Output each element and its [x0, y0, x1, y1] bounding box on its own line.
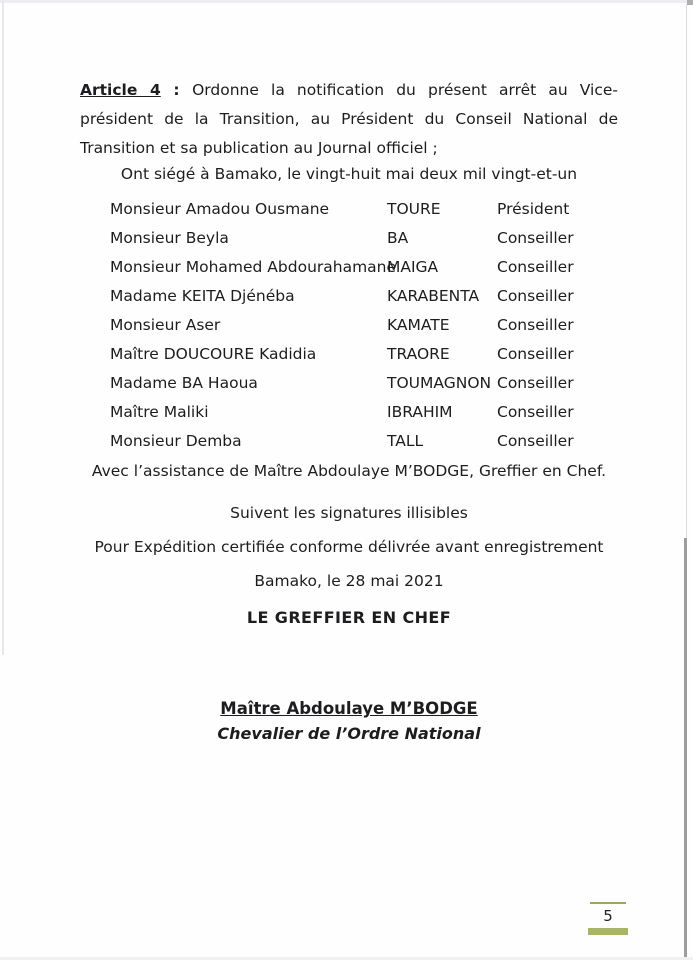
page-corner-artifact — [687, 0, 693, 5]
member-surname: KAMATE — [387, 315, 450, 334]
member-surname: IBRAHIM — [387, 402, 453, 421]
member-surname: TALL — [387, 431, 424, 450]
member-role: Conseiller — [497, 402, 574, 421]
member-role: Conseiller — [497, 315, 574, 334]
signatures-line: Suivent les signatures illisibles — [230, 504, 468, 522]
member-name: Maître Maliki — [110, 402, 209, 421]
article-4-paragraph — [80, 76, 618, 163]
member-role: Conseiller — [497, 286, 574, 305]
member-surname: TRAORE — [387, 344, 450, 363]
table-row — [110, 223, 630, 252]
place-date-line: Bamako, le 28 mai 2021 — [254, 572, 444, 590]
member-surname: TOURE — [387, 199, 441, 218]
table-row — [110, 281, 630, 310]
member-name: Monsieur Amadou Ousmane — [110, 199, 330, 218]
member-name: Maître DOUCOURE Kadidia — [110, 344, 317, 363]
page-edge-right-light — [686, 4, 687, 540]
member-surname: MAIGA — [387, 257, 439, 276]
member-role: Conseiller — [497, 228, 574, 247]
clerk-title: LE GREFFIER EN CHEF — [246, 608, 452, 627]
table-row — [110, 426, 630, 455]
member-name: Monsieur Mohamed Abdourahamane — [110, 257, 397, 276]
member-role: Conseiller — [497, 257, 574, 276]
member-role: Président — [497, 199, 570, 218]
table-row — [110, 368, 630, 397]
member-name: Madame BA Haoua — [110, 373, 258, 392]
table-row — [110, 310, 630, 339]
members-table — [110, 194, 630, 455]
page-edge-top — [0, 0, 693, 3]
page-number-footer — [588, 902, 628, 935]
table-row — [110, 194, 630, 223]
table-row — [110, 252, 630, 281]
clerk-honor: Chevalier de l’Ordre National — [217, 724, 481, 743]
article-4-label: Article 4 — [80, 81, 161, 99]
article-4-separator: : — [160, 81, 193, 99]
clerk-name: Maître Abdoulaye M’BODGE — [220, 699, 478, 718]
certification-line: Pour Expédition certifiée conforme délivrée avant enregistrement — [94, 538, 604, 556]
member-surname: BA — [387, 228, 409, 247]
member-name: Monsieur Demba — [110, 431, 242, 450]
table-row — [110, 339, 630, 368]
member-surname: TOUMAGNON — [387, 373, 492, 392]
page-number-rule-bottom — [588, 928, 628, 935]
member-name: Monsieur Aser — [110, 315, 221, 334]
page-number: 5 — [603, 907, 613, 925]
member-name: Monsieur Beyla — [110, 228, 229, 247]
assistance-line: Avec l’assistance de Maître Abdoulaye M’BODGE, Greffier en Chef. — [91, 462, 607, 480]
page-edge-left — [2, 0, 4, 655]
member-role: Conseiller — [497, 373, 574, 392]
page-edge-right-shadow — [684, 538, 687, 960]
member-role: Conseiller — [497, 431, 574, 450]
table-row — [110, 397, 630, 426]
article-4-body: Ordonne la notification du présent arrêt au Vice-président de la Transition, au Président du Conseil National de Transition et sa publication au Journal officiel ; — [80, 81, 618, 157]
sitting-line: Ont siégé à Bamako, le vingt-huit mai deux mil vingt-et-un — [120, 165, 578, 183]
member-role: Conseiller — [497, 344, 574, 363]
member-surname: KARABENTA — [387, 286, 480, 305]
member-name: Madame KEITA Djénéba — [110, 286, 295, 305]
